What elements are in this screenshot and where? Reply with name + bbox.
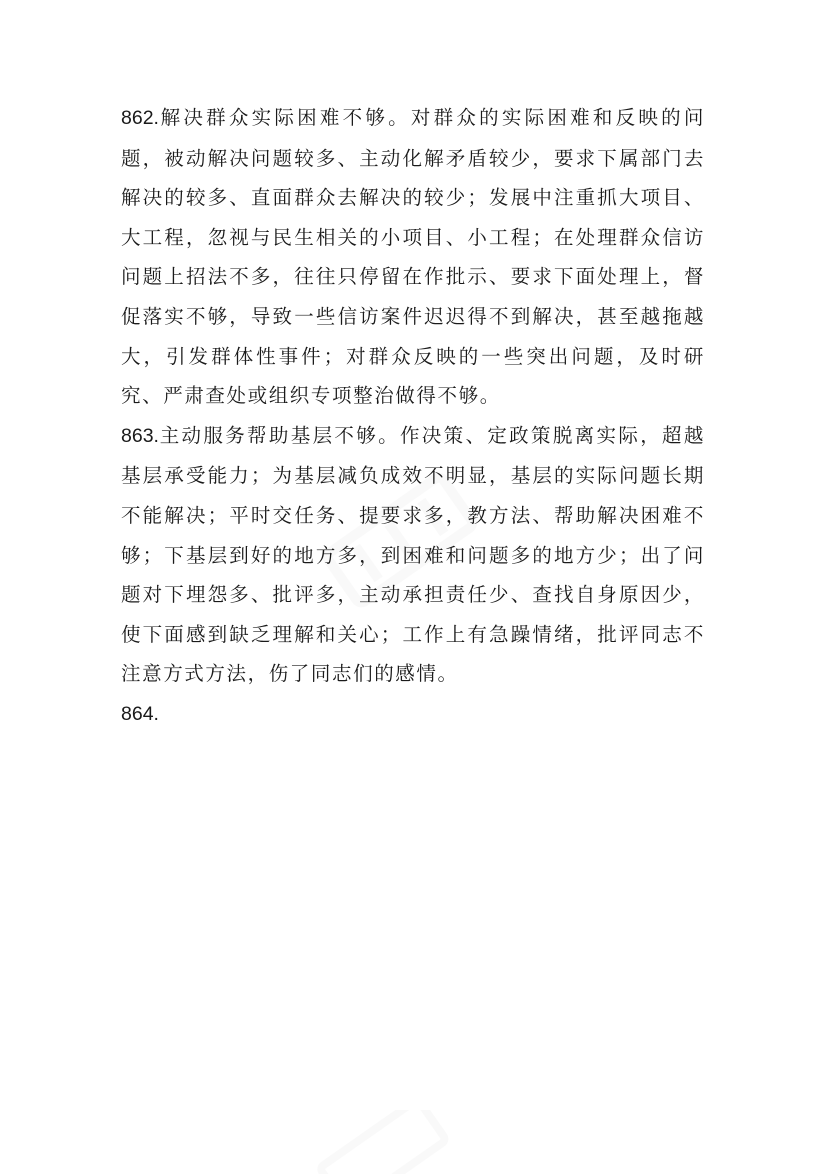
document-body <box>121 98 705 735</box>
list-item-863 <box>121 416 705 694</box>
item-number: 863. <box>121 424 159 447</box>
list-item-864 <box>121 694 705 735</box>
item-number: 864. <box>121 702 159 725</box>
item-text: 主动服务帮助基层不够。作决策、定政策脱离实际，超越基层承受能力；为基层减负成效不明显，基层的实际问题长期不能解决；平时交任务、提要求多，教方法、帮助解决困难不够；下基层到好的地方多，到困难和问题多的地方少；出了问题对下埋怨多、批评多，主动承担责任少、查找自身原因少，使下面感到缺乏理解和关心；工作上有急躁情绪，批评同志不注意方式方法，伤了同志们的感情。 <box>121 423 705 686</box>
watermark-fragment-icon <box>300 1110 460 1174</box>
item-text: 解决群众实际困难不够。对群众的实际困难和反映的问题，被动解决问题较多、主动化解矛盾较少，要求下属部门去解决的较多、直面群众去解决的较少；发展中注重抓大项目、大工程，忽视与民生相关的小项目、小工程；在处理群众信访问题上招法不多，往往只停留在作批示、要求下面处理上，督促落实不够，导致一些信访案件迟迟得不到解决，甚至越拖越大，引发群体性事件；对群众反映的一些突出问题，及时研究、严肃查处或组织专项整治做得不够。 <box>121 106 705 408</box>
item-number: 862. <box>121 107 159 129</box>
list-item-862 <box>121 98 705 416</box>
